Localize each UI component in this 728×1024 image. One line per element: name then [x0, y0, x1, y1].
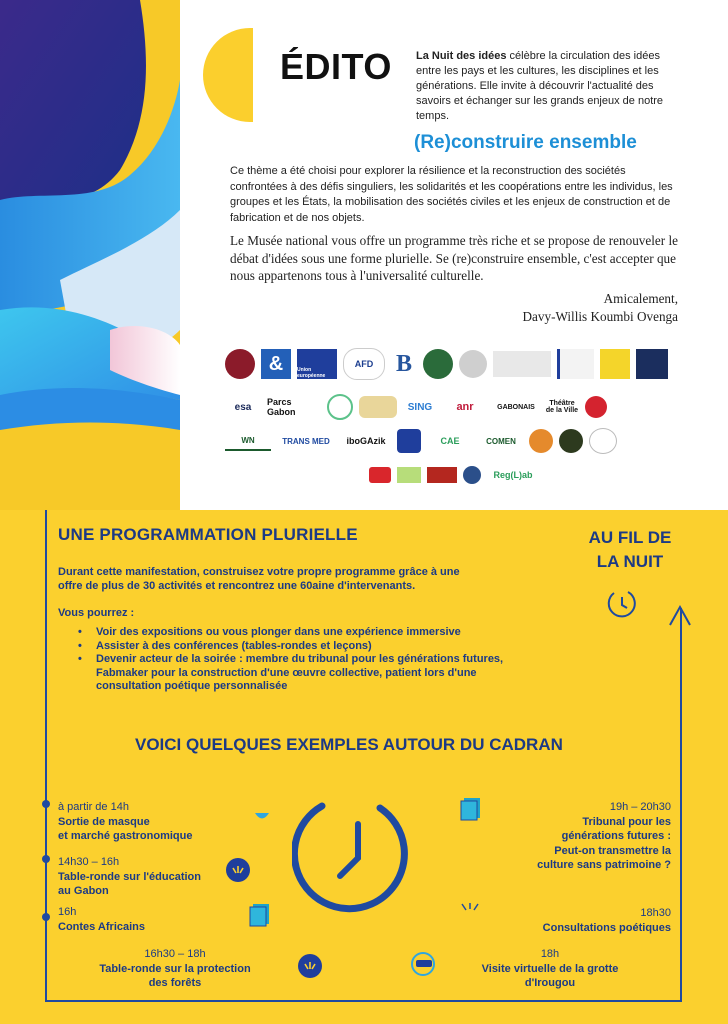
- event-title: Sortie de masque: [58, 815, 150, 828]
- partner-logos: [225, 348, 695, 493]
- event-masque: [58, 800, 192, 844]
- timeline-line-right: [680, 608, 682, 1002]
- theme-paragraph: Ce thème a été choisi pour explorer la résilience et la reconstruction des sociétés confrontées à des défis singuliers, les solidarités et les coopérations entre les individus, les groupes et les États, la mobilisation des sociétés civiles et les enjeux de construction et de fabrication et de nos objets.: [230, 165, 673, 224]
- timeline-dot: [42, 800, 50, 808]
- partner-logo: COMEN: [486, 436, 516, 446]
- partner-logo: [463, 466, 481, 484]
- programme-heading: UNE PROGRAMMATION PLURIELLE: [58, 525, 358, 544]
- event-time: 16h: [58, 906, 77, 918]
- partner-logo: [397, 467, 421, 483]
- partner-logo: [559, 429, 583, 453]
- side-heading: [575, 526, 685, 574]
- event-title: Table-ronde sur l'éducation: [58, 870, 201, 883]
- partner-logo: [459, 350, 487, 378]
- partner-logo: Théâtre de la Ville: [545, 400, 579, 414]
- partner-logo: esa: [234, 401, 252, 413]
- event-title: au Gabon: [58, 885, 109, 897]
- partner-logo: TRANS MED: [282, 436, 330, 446]
- examples-heading: VOICI QUELQUES EXEMPLES AUTOUR DU CADRAN: [135, 735, 563, 754]
- logo-row-1: [225, 348, 674, 380]
- signoff: [523, 290, 679, 326]
- partner-logo: CAE: [440, 436, 460, 446]
- event-tribunal: [490, 800, 671, 873]
- partner-logo: Parcs Gabon: [267, 397, 296, 417]
- decorative-art-panel: [0, 0, 180, 510]
- event-time: 18h30: [640, 907, 671, 919]
- event-title: des forêts: [148, 977, 202, 989]
- event-education: [58, 855, 201, 899]
- discussion-icon: [225, 857, 251, 883]
- edito-title: ÉDITO: [280, 46, 392, 87]
- event-title: Consultations poétiques: [542, 921, 671, 934]
- event-title: Table-ronde sur la protection: [99, 962, 251, 975]
- signoff-greeting: Amicalement,: [603, 291, 678, 306]
- event-grotte: [450, 947, 650, 991]
- event-title: d'Irougou: [524, 977, 576, 989]
- timeline-dot: [42, 913, 50, 921]
- partner-logo-eu: Union européenne: [297, 349, 337, 379]
- timeline-line-left: [45, 510, 47, 1002]
- partner-logo: [427, 467, 457, 483]
- partner-logo: [397, 429, 421, 453]
- partner-logo: AFD: [343, 348, 385, 380]
- event-title: Peut-on transmettre la: [554, 844, 671, 857]
- partner-logo: [225, 349, 255, 379]
- partner-logo: WN: [225, 431, 271, 451]
- event-forets: [80, 947, 270, 991]
- list-item: • Assister à des conférences (tables-rondes et leçons): [78, 640, 508, 654]
- event-time: 16h30 – 18h: [144, 948, 206, 960]
- partner-logo: [359, 396, 397, 418]
- partner-logo: [529, 429, 553, 453]
- partner-logo: [600, 349, 630, 379]
- theme-subtitle: (Re)construire ensemble: [414, 132, 637, 153]
- event-title: Tribunal pour les: [582, 815, 671, 828]
- partner-logo: [327, 394, 353, 420]
- logo-row-3: [225, 428, 623, 454]
- side-heading-line-2: LA NUIT: [596, 552, 664, 571]
- intro-rest: célèbre la circulation des idées entre les pays et les cultures, les disciplines et les générations. Elle invite à découvrir l'actualité des savoirs et échanger sur les grands enjeux de notre temps.: [416, 50, 664, 122]
- event-title: culture sans patrimoine ?: [537, 859, 671, 871]
- mask-icon: [254, 812, 270, 822]
- event-consultations: [490, 906, 671, 935]
- partner-logo: &: [261, 349, 291, 379]
- event-title: Visite virtuelle de la grotte: [481, 962, 619, 975]
- event-title: Contes Africains: [58, 920, 146, 933]
- discussion-icon: [297, 953, 323, 979]
- list-item: • Devenir acteur de la soirée : membre du tribunal pour les générations futures, Fabmaker pour la construction d'une œuvre collective, patient lors d'une consultation poétique personnalisée: [78, 653, 508, 694]
- partner-logo: [636, 349, 668, 379]
- partner-logo: [423, 349, 453, 379]
- book-icon: [460, 797, 482, 821]
- event-title: générations futures :: [561, 830, 671, 842]
- partner-logo: [557, 349, 594, 379]
- side-heading-line-1: AU FIL DE: [588, 528, 672, 547]
- edito-intro: [416, 49, 686, 124]
- moon-icon: [458, 902, 484, 942]
- partner-logo: Reg(L)ab: [493, 470, 533, 480]
- partner-logo: [493, 351, 551, 377]
- intro-bold: La Nuit des idées: [416, 50, 507, 62]
- activity-list: [78, 626, 508, 694]
- partner-logo: iboGAzik: [346, 436, 386, 446]
- partner-logo: B: [395, 350, 412, 377]
- event-time: à partir de 14h: [58, 801, 129, 813]
- event-time: 14h30 – 16h: [58, 856, 120, 868]
- partner-logo: GABONAIS: [497, 403, 535, 411]
- partner-logo: SING: [407, 401, 433, 413]
- event-contes: [58, 905, 145, 934]
- event-time: 19h – 20h30: [609, 801, 671, 813]
- big-clock-icon: [292, 788, 414, 920]
- clock-icon: [606, 588, 638, 620]
- event-time: 18h: [540, 948, 560, 960]
- timeline-line-bottom: [45, 1000, 681, 1002]
- logo-row-4: [369, 466, 545, 484]
- partner-logo: [369, 467, 391, 483]
- museum-paragraph: Le Musée national vous offre un programme très riche et se propose de renouveler le débat d'idées sous une forme plurielle. Se (re)construire ensemble, c'est accepter que nous appartenons tous à l'universalité culturelle.: [230, 233, 678, 283]
- vr-headset-icon: [410, 950, 436, 978]
- partner-logo: [589, 428, 617, 454]
- logo-row-2: [225, 394, 613, 420]
- signoff-name: Davy-Willis Koumbi Ovenga: [522, 309, 678, 324]
- programme-intro: Durant cette manifestation, construisez votre propre programme grâce à une offre de plus de 30 activités et rencontrez une 60aine d'intervenants.: [58, 566, 460, 592]
- timeline-dot: [42, 855, 50, 863]
- event-title: et marché gastronomique: [58, 830, 193, 842]
- partner-logo: anr: [456, 401, 474, 413]
- book-icon: [249, 903, 271, 927]
- vous-pourrez-label: Vous pourrez :: [58, 607, 135, 619]
- list-item: • Voir des expositions ou vous plonger dans une expérience immersive: [78, 626, 508, 640]
- arrow-up-icon: [669, 604, 691, 626]
- partner-logo: [585, 396, 607, 418]
